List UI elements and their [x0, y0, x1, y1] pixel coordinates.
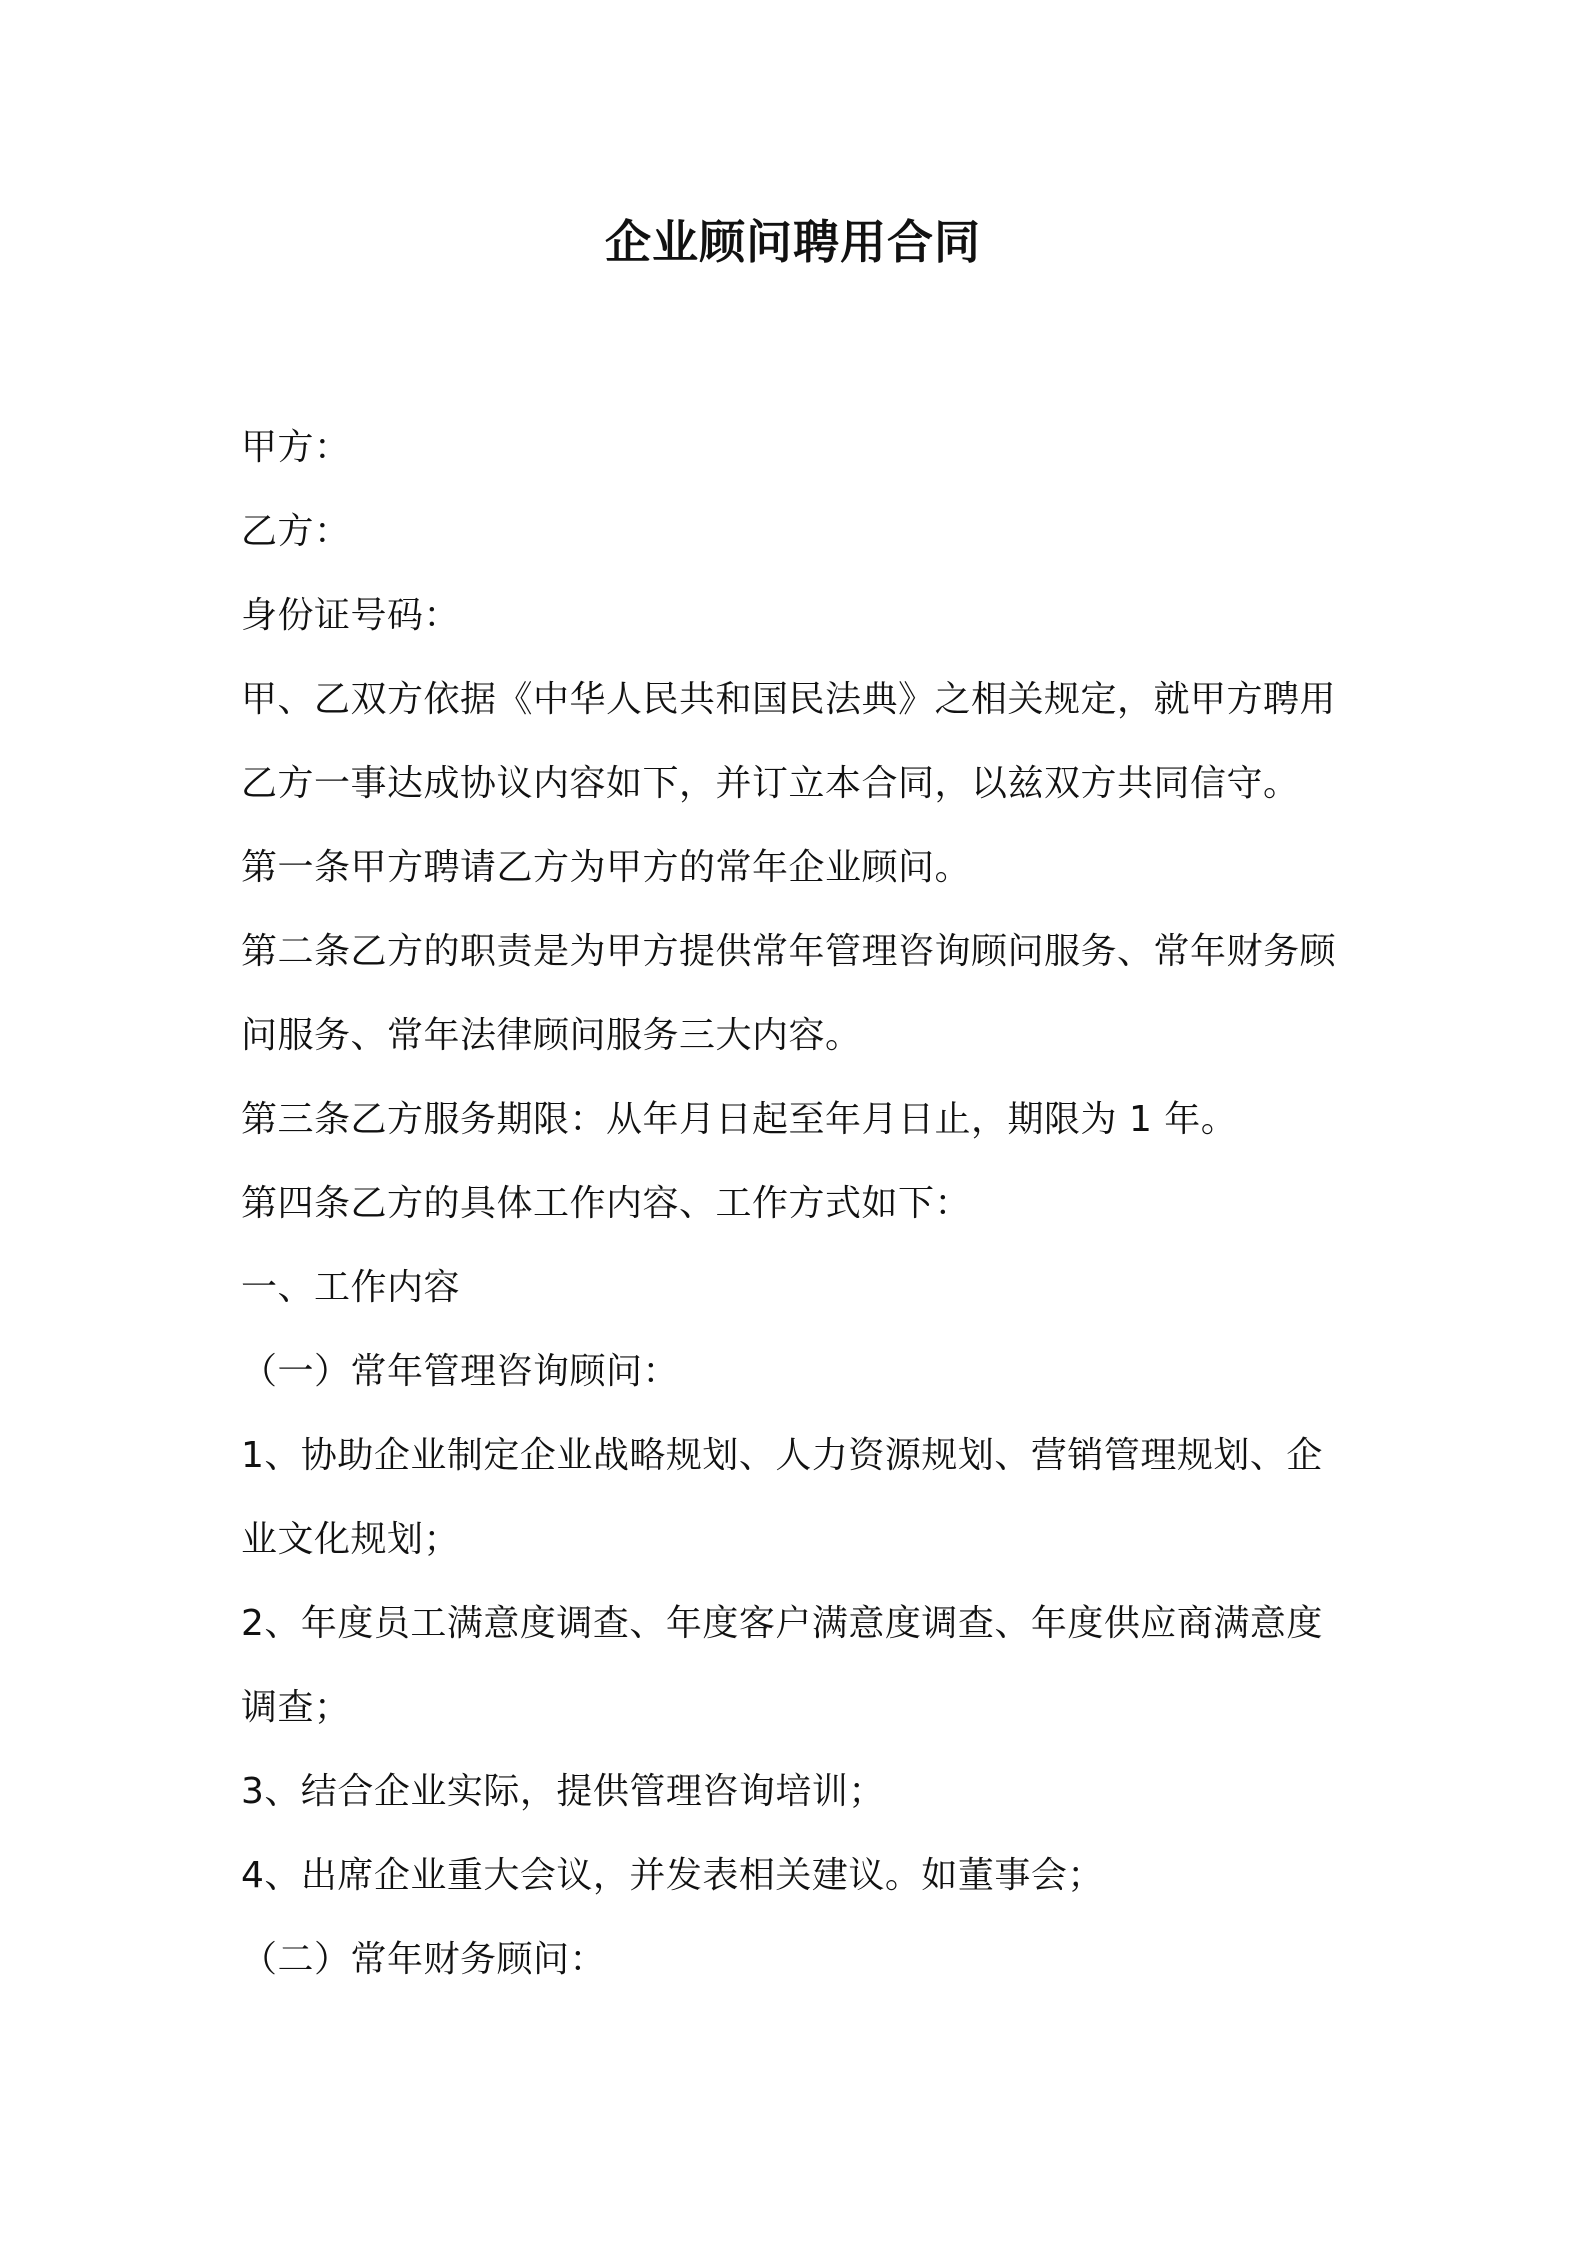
- article-3: 第三条乙方服务期限：从年月日起至年月日止，期限为 1 年。: [241, 1099, 1238, 1140]
- list-item-4: 4、出席企业重大会议，并发表相关建议。如董事会；: [241, 1855, 1104, 1896]
- subsection-heading-finance: （二）常年财务顾问：: [241, 1939, 607, 1980]
- party-b-line: 乙方：: [241, 511, 351, 552]
- section-heading-work-content: 一、工作内容: [241, 1267, 461, 1308]
- party-a-line: 甲方：: [241, 427, 351, 468]
- list-item-3: 3、结合企业实际，提供管理咨询培训；: [241, 1771, 885, 1812]
- preamble-line-2: 乙方一事达成协议内容如下，并订立本合同，以兹双方共同信守。: [241, 763, 1300, 804]
- article-1: 第一条甲方聘请乙方为甲方的常年企业顾问。: [241, 847, 972, 888]
- preamble-line-1: 甲、乙双方依据《中华人民共和国民法典》之相关规定，就甲方聘用: [241, 679, 1337, 720]
- article-2-line-2: 问服务、常年法律顾问服务三大内容。: [241, 1015, 862, 1056]
- list-item-2-line-1: 2、年度员工满意度调查、年度客户满意度调查、年度供应商满意度: [241, 1603, 1323, 1644]
- article-2-line-1: 第二条乙方的职责是为甲方提供常年管理咨询顾问服务、常年财务顾: [241, 931, 1337, 972]
- subsection-heading-management: （一）常年管理咨询顾问：: [241, 1351, 680, 1392]
- article-4: 第四条乙方的具体工作内容、工作方式如下：: [241, 1183, 972, 1224]
- document-body: [241, 406, 1361, 2002]
- id-number-line: 身份证号码：: [241, 595, 461, 636]
- document-title: 企业顾问聘用合同: [605, 215, 981, 269]
- list-item-2-line-2: 调查；: [241, 1687, 351, 1728]
- list-item-1-line-1: 1、协助企业制定企业战略规划、人力资源规划、营销管理规划、企: [241, 1435, 1323, 1476]
- list-item-1-line-2: 业文化规划；: [241, 1519, 461, 1560]
